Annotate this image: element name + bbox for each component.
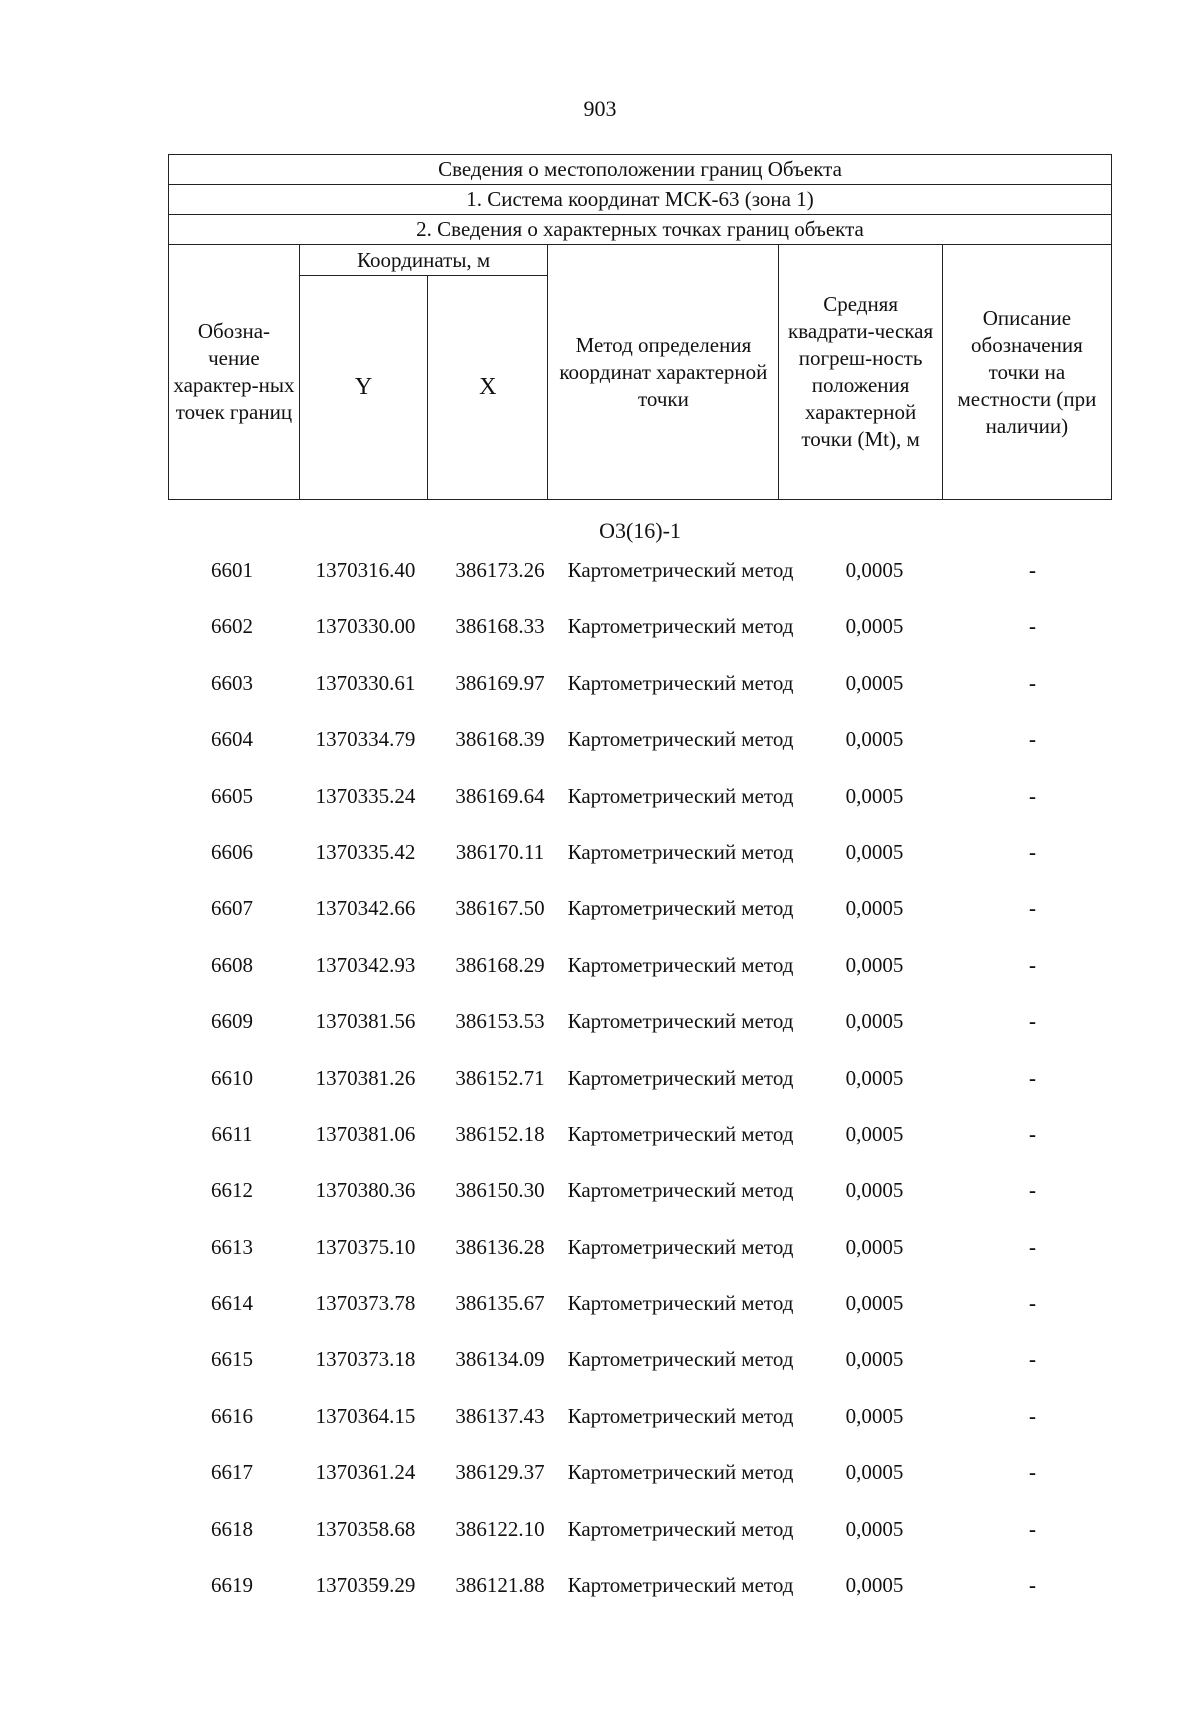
coord-x-cell: 386152.71 — [455, 1065, 545, 1090]
table-row — [168, 1233, 1112, 1289]
column-header-row — [169, 245, 1112, 276]
table-row — [168, 1120, 1112, 1176]
col-x: X — [428, 276, 548, 500]
description-cell: - — [1029, 1234, 1036, 1259]
coord-y-cell: 1370342.93 — [315, 952, 416, 977]
error-cell: 0,0005 — [845, 1009, 904, 1034]
description-cell: - — [1029, 896, 1036, 921]
method-cell: Картометрический метод — [567, 1065, 794, 1090]
coord-y-cell: 1370381.06 — [315, 1121, 416, 1146]
point-id-cell: 6618 — [211, 1516, 253, 1541]
points-table — [168, 556, 1112, 1627]
col-error: Средняя квадрати-ческая погреш-ность положения характерной точки (Mt), м — [779, 245, 942, 500]
header-system: 1. Система координат МСК-63 (зона 1) — [169, 185, 1112, 215]
error-cell: 0,0005 — [845, 1291, 904, 1316]
coord-x-cell: 386137.43 — [455, 1403, 545, 1428]
table-row — [168, 669, 1112, 725]
method-cell: Картометрический метод — [567, 1516, 794, 1541]
table-row — [168, 556, 1112, 612]
description-cell: - — [1029, 1178, 1036, 1203]
method-cell: Картометрический метод — [567, 839, 794, 864]
page-number — [0, 96, 1200, 122]
point-id-cell: 6614 — [211, 1291, 253, 1316]
table-row — [168, 1402, 1112, 1458]
table-row — [168, 838, 1112, 894]
zone-label: О3(16)-1 — [599, 518, 681, 543]
table-row — [168, 1515, 1112, 1571]
method-cell: Картометрический метод — [567, 727, 794, 752]
coord-x-cell: 386170.11 — [455, 839, 545, 864]
coord-x-cell: 386169.97 — [455, 670, 545, 695]
points-table-body — [168, 556, 1112, 1627]
coord-y-cell: 1370342.66 — [315, 896, 416, 921]
error-cell: 0,0005 — [845, 1516, 904, 1541]
col-method: Метод определения координат характерной точки — [548, 245, 779, 500]
method-cell: Картометрический метод — [567, 1121, 794, 1146]
coord-x-cell: 386134.09 — [455, 1347, 545, 1372]
point-id-cell: 6609 — [211, 1009, 253, 1034]
point-id-cell: 6606 — [211, 839, 253, 864]
method-cell: Картометрический метод — [567, 952, 794, 977]
method-cell: Картометрический метод — [567, 558, 794, 582]
description-cell: - — [1029, 1347, 1036, 1372]
table-row — [168, 951, 1112, 1007]
coord-y-cell: 1370381.26 — [315, 1065, 416, 1090]
method-cell: Картометрический метод — [567, 783, 794, 808]
coord-x-cell: 386129.37 — [455, 1460, 545, 1485]
method-cell: Картометрический метод — [567, 1347, 794, 1372]
description-cell: - — [1029, 1403, 1036, 1428]
coord-x-cell: 386168.39 — [455, 727, 545, 752]
coord-x-cell: 386169.64 — [455, 783, 545, 808]
description-cell: - — [1029, 1573, 1036, 1598]
table-row — [168, 1007, 1112, 1063]
header-title: Сведения о местоположении границ Объекта — [169, 155, 1112, 185]
table-row — [168, 1458, 1112, 1514]
point-id-cell: 6613 — [211, 1234, 253, 1259]
table-row — [168, 1571, 1112, 1627]
method-cell: Картометрический метод — [567, 1573, 794, 1598]
error-cell: 0,0005 — [845, 614, 904, 639]
header-section: 2. Сведения о характерных точках границ объекта — [169, 215, 1112, 245]
error-cell: 0,0005 — [845, 839, 904, 864]
coord-y-cell: 1370316.40 — [315, 558, 416, 582]
error-cell: 0,0005 — [845, 1234, 904, 1259]
error-cell: 0,0005 — [845, 1178, 904, 1203]
coord-y-cell: 1370358.68 — [315, 1516, 416, 1541]
coord-y-cell: 1370364.15 — [315, 1403, 416, 1428]
description-cell: - — [1029, 614, 1036, 639]
table-row — [168, 1289, 1112, 1345]
error-cell: 0,0005 — [845, 952, 904, 977]
header-section-row — [169, 215, 1112, 245]
point-id-cell: 6616 — [211, 1403, 253, 1428]
method-cell: Картометрический метод — [567, 1403, 794, 1428]
error-cell: 0,0005 — [845, 1065, 904, 1090]
description-cell: - — [1029, 1065, 1036, 1090]
coord-x-cell: 386168.29 — [455, 952, 545, 977]
method-cell: Картометрический метод — [567, 670, 794, 695]
coord-x-cell: 386136.28 — [455, 1234, 545, 1259]
coord-x-cell: 386135.67 — [455, 1291, 545, 1316]
description-cell: - — [1029, 1009, 1036, 1034]
page-number-text: 903 — [583, 96, 617, 121]
point-id-cell: 6611 — [211, 1121, 253, 1146]
description-cell: - — [1029, 558, 1036, 582]
coord-x-cell: 386153.53 — [455, 1009, 545, 1034]
table-row — [168, 782, 1112, 838]
method-cell: Картометрический метод — [567, 896, 794, 921]
point-id-cell: 6602 — [211, 614, 253, 639]
coord-y-cell: 1370335.24 — [315, 783, 416, 808]
coord-y-cell: 1370373.78 — [315, 1291, 416, 1316]
table-row — [168, 894, 1112, 950]
coord-y-cell: 1370361.24 — [315, 1460, 416, 1485]
error-cell: 0,0005 — [845, 558, 904, 582]
error-cell: 0,0005 — [845, 727, 904, 752]
description-cell: - — [1029, 1460, 1036, 1485]
coord-y-cell: 1370334.79 — [315, 727, 416, 752]
error-cell: 0,0005 — [845, 896, 904, 921]
col-point-id: Обозна-чение характер-ных точек границ — [169, 245, 300, 500]
coord-y-cell: 1370335.42 — [315, 839, 416, 864]
point-id-cell: 6601 — [211, 558, 253, 582]
point-id-cell: 6605 — [211, 783, 253, 808]
description-cell: - — [1029, 783, 1036, 808]
error-cell: 0,0005 — [845, 1573, 904, 1598]
error-cell: 0,0005 — [845, 783, 904, 808]
error-cell: 0,0005 — [845, 1460, 904, 1485]
method-cell: Картометрический метод — [567, 1178, 794, 1203]
coord-y-cell: 1370373.18 — [315, 1347, 416, 1372]
coord-x-cell: 386152.18 — [455, 1121, 545, 1146]
description-cell: - — [1029, 727, 1036, 752]
point-id-cell: 6607 — [211, 896, 253, 921]
error-cell: 0,0005 — [845, 1403, 904, 1428]
table-row — [168, 1064, 1112, 1120]
description-cell: - — [1029, 670, 1036, 695]
col-y: Y — [299, 276, 427, 500]
table-row — [168, 725, 1112, 781]
coord-y-cell: 1370381.56 — [315, 1009, 416, 1034]
method-cell: Картометрический метод — [567, 614, 794, 639]
description-cell: - — [1029, 1516, 1036, 1541]
coord-x-cell: 386173.26 — [455, 558, 545, 582]
method-cell: Картометрический метод — [567, 1009, 794, 1034]
point-id-cell: 6608 — [211, 952, 253, 977]
point-id-cell: 6612 — [211, 1178, 253, 1203]
coord-y-cell: 1370359.29 — [315, 1573, 416, 1598]
point-id-cell: 6617 — [211, 1460, 253, 1485]
coord-x-cell: 386150.30 — [455, 1178, 545, 1203]
point-id-cell: 6604 — [211, 727, 253, 752]
method-cell: Картометрический метод — [567, 1460, 794, 1485]
method-cell: Картометрический метод — [567, 1291, 794, 1316]
point-id-cell: 6603 — [211, 670, 253, 695]
table-row — [168, 612, 1112, 668]
coord-x-cell: 386168.33 — [455, 614, 545, 639]
point-id-cell: 6619 — [211, 1573, 253, 1598]
coord-y-cell: 1370330.61 — [315, 670, 416, 695]
error-cell: 0,0005 — [845, 1347, 904, 1372]
coord-x-cell: 386167.50 — [455, 896, 545, 921]
description-cell: - — [1029, 1291, 1036, 1316]
col-description: Описание обозначения точки на местности (при наличии) — [942, 245, 1111, 500]
description-cell: - — [1029, 1121, 1036, 1146]
coord-x-cell: 386121.88 — [455, 1573, 545, 1598]
description-cell: - — [1029, 952, 1036, 977]
coord-y-cell: 1370375.10 — [315, 1234, 416, 1259]
col-coordinates: Координаты, м — [299, 245, 548, 276]
coord-x-cell: 386122.10 — [455, 1516, 545, 1541]
table-row — [168, 1176, 1112, 1232]
header-table — [168, 154, 1112, 500]
table-row — [168, 1345, 1112, 1401]
method-cell: Картометрический метод — [567, 1234, 794, 1259]
coord-y-cell: 1370330.00 — [315, 614, 416, 639]
error-cell: 0,0005 — [845, 670, 904, 695]
header-system-row — [169, 185, 1112, 215]
coord-y-cell: 1370380.36 — [315, 1178, 416, 1203]
header-title-row — [169, 155, 1112, 185]
description-cell: - — [1029, 839, 1036, 864]
point-id-cell: 6610 — [211, 1065, 253, 1090]
error-cell: 0,0005 — [845, 1121, 904, 1146]
point-id-cell: 6615 — [211, 1347, 253, 1372]
